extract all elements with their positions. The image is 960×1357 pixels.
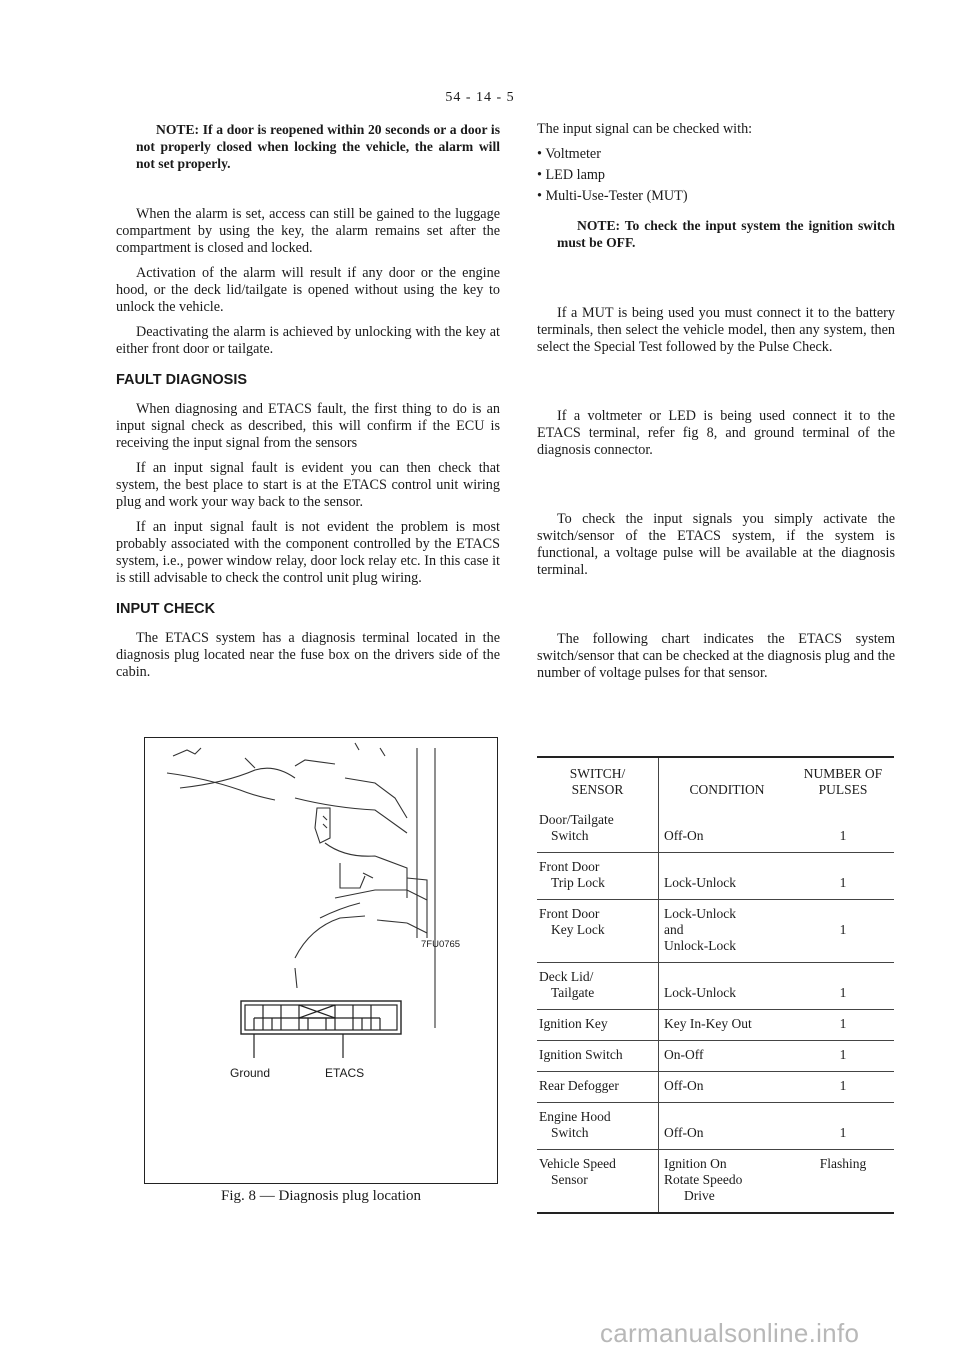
cell-switch-sensor: Ignition Key <box>539 1016 608 1031</box>
table-row <box>537 900 894 963</box>
note-alarm: NOTE: If a door is reopened within 20 seconds or a door is not properly closed when locking the vehicle, the alarm will not set properly. <box>136 122 500 171</box>
right-column <box>537 121 895 690</box>
heading-fault-diagnosis: FAULT DIAGNOSIS <box>116 372 248 388</box>
left-column <box>116 121 500 689</box>
paragraph: When diagnosing and ETACS fault, the first thing to do is an input signal check as described, this will confirm if the ECU is receiving the input signal from the sensors <box>116 401 500 451</box>
table-row <box>537 1150 894 1214</box>
cell-pulses: 1 <box>839 1047 847 1062</box>
cell-pulses: Flashing <box>819 1156 867 1171</box>
cell-condition: Off-On <box>659 806 793 853</box>
cell-condition: Ignition On Rotate Speedo Drive <box>659 1150 793 1214</box>
list-item: • Multi-Use-Tester (MUT) <box>537 188 895 205</box>
cell-condition: Lock-Unlock and Unlock-Lock <box>659 900 793 963</box>
figure-diagnosis-plug <box>144 737 498 1184</box>
etacs-pulse-table <box>537 756 894 1214</box>
cell-switch-sensor: Rear Defogger <box>539 1078 619 1093</box>
paragraph: The ETACS system has a diagnosis terminal located in the diagnosis plug located near the fuse box on the drivers side of the cabin. <box>116 630 500 680</box>
cell-switch-sensor: Door/Tailgate Switch <box>539 812 614 843</box>
paragraph: To check the input signals you simply activate the switch/sensor of the ETACS system, if the system is functional, a voltage pulse will be available at the diagnosis terminal. <box>537 511 895 578</box>
paragraph: If a MUT is being used you must connect it to the battery terminals, then select the vehicle model, then any system, then select the Special Test followed by the Pulse Check. <box>537 305 895 355</box>
paragraph: The following chart indicates the ETACS system switch/sensor that can be checked at the diagnosis plug and the number of voltage pulses for that sensor. <box>537 631 895 681</box>
cell-condition: Off-On <box>659 1103 793 1150</box>
cell-pulses: 1 <box>839 1016 847 1031</box>
cell-condition: Key In-Key Out <box>659 1010 793 1041</box>
vehicle-dash-illustration <box>145 738 497 1183</box>
cell-pulses: 1 <box>839 922 847 937</box>
paragraph: Deactivating the alarm is achieved by unlocking with the key at either front door or tailgate. <box>116 324 500 357</box>
figure-caption: Fig. 8 — Diagnosis plug location <box>221 1188 421 1204</box>
paragraph: If an input signal fault is not evident the problem is most probably associated with the component controlled by the ETACS system, i.e., power window relay, door lock relay etc. In this case it is still advisable to check the control unit plug wiring. <box>116 519 500 586</box>
table-row <box>537 1041 894 1072</box>
paragraph: The input signal can be checked with: <box>537 121 753 137</box>
cell-condition: Off-On <box>659 1072 793 1103</box>
heading-input-check: INPUT CHECK <box>116 601 216 617</box>
cell-pulses: 1 <box>839 875 847 890</box>
header-condition: CONDITION <box>659 757 793 806</box>
page-number: 54 - 14 - 5 <box>445 90 515 105</box>
note-ignition: NOTE: To check the input system the ignition switch must be OFF. <box>557 218 895 250</box>
paragraph: If a voltmeter or LED is being used connect it to the ETACS terminal, refer fig 8, and ground terminal of the diagnosis connector. <box>537 408 895 458</box>
cell-pulses: 1 <box>839 1078 847 1093</box>
paragraph: If an input signal fault is evident you can then check that system, the best place to start is at the ETACS control unit wiring plug and work your way back to the sensor. <box>116 460 500 510</box>
cell-switch-sensor: Front Door Key Lock <box>539 906 605 937</box>
table-row <box>537 1072 894 1103</box>
cell-switch-sensor: Engine Hood Switch <box>539 1109 611 1140</box>
cell-pulses: 1 <box>839 985 847 1000</box>
cell-switch-sensor: Front Door Trip Lock <box>539 859 605 890</box>
figure-code: 7FU0765 <box>421 939 461 950</box>
table-row <box>537 1103 894 1150</box>
cell-switch-sensor: Ignition Switch <box>539 1047 623 1062</box>
paragraph: Activation of the alarm will result if any door or the engine hood, or the deck lid/tailgate is opened without using the key to unlock the vehicle. <box>116 265 500 315</box>
watermark: carmanualsonline.info <box>600 1318 860 1348</box>
ground-label: Ground <box>230 1066 271 1080</box>
header-switch-sensor: SWITCH/ SENSOR <box>569 766 626 797</box>
paragraph: When the alarm is set, access can still be gained to the luggage compartment by using the key, the alarm remains set after the compartment is closed and locked. <box>116 206 500 256</box>
cell-pulses: 1 <box>839 828 847 843</box>
header-pulses: NUMBER OF PULSES <box>803 766 883 797</box>
cell-condition: Lock-Unlock <box>659 963 793 1010</box>
cell-switch-sensor: Vehicle Speed Sensor <box>539 1156 616 1187</box>
table-header-row <box>537 757 894 806</box>
table-row <box>537 1010 894 1041</box>
cell-condition: Lock-Unlock <box>659 853 793 900</box>
table-row <box>537 806 894 853</box>
table-row <box>537 963 894 1010</box>
cell-condition: On-Off <box>659 1041 793 1072</box>
cell-pulses: 1 <box>839 1125 847 1140</box>
cell-switch-sensor: Deck Lid/ Tailgate <box>539 969 595 1000</box>
etacs-label: ETACS <box>325 1066 365 1080</box>
list-item: • LED lamp <box>537 167 895 184</box>
tool-list <box>537 146 895 205</box>
table-row <box>537 853 894 900</box>
list-item: • Voltmeter <box>537 146 895 163</box>
